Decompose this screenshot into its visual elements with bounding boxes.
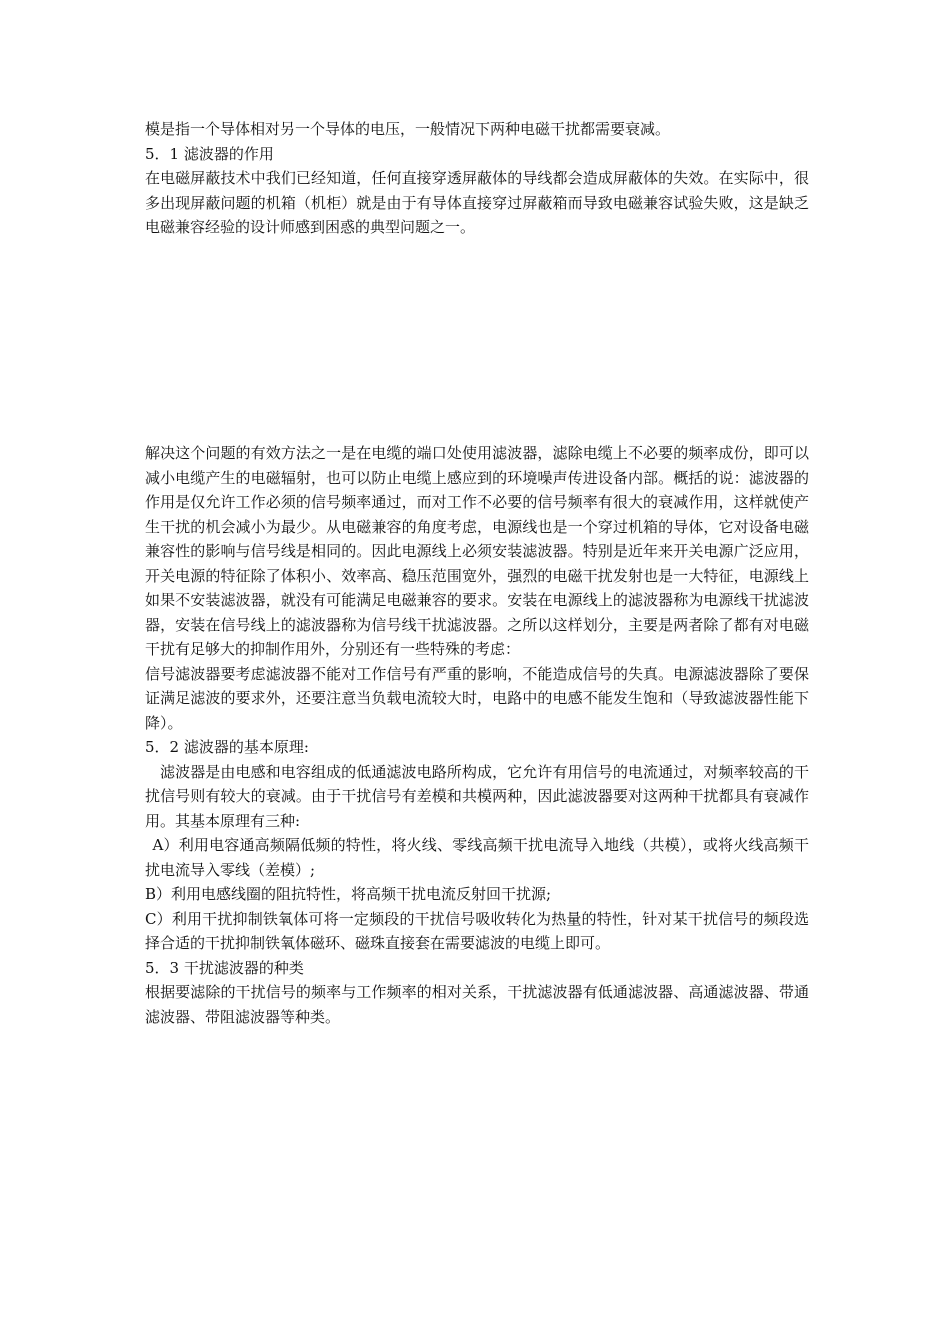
principle-item-c: C）利用干扰抑制铁氧体可将一定频段的干扰信号吸收转化为热量的特性，针对某干扰信号的频段选择合适的干扰抑制铁氧体磁环、磁珠直接套在需要滤波的电缆上即可。 [145,909,809,952]
text-block-top [145,117,809,240]
types-paragraph: 根据要滤除的干扰信号的频率与工作频率的相对关系，干扰滤波器有低通滤波器、高通滤波器、带通滤波器、带阻滤波器等种类。 [145,983,809,1026]
text-block-bottom [145,441,809,1029]
principle-item-b: B）利用电感线圈的阻抗特性，将高频干扰电流反射回干扰源; [145,885,552,903]
section-heading-5-3: 5．3 干扰滤波器的种类 [145,958,304,977]
principle-item-a: A）利用电容通高频隔低频的特性，将火线、零线高频干扰电流导入地线（共模），或将火线高频干扰电流导入零线（差模）; [145,836,809,879]
solution-paragraph: 解决这个问题的有效方法之一是在电缆的端口处使用滤波器，滤除电缆上不必要的频率成份，即可以减小电缆产生的电磁辐射，也可以防止电缆上感应到的环境噪声传进设备内部。概括的说：滤波器的作用是仅允许工作必须的信号频率通过，而对工作不必要的信号频率有很大的衰减作用，这样就使产生干扰的机会减小为最少。从电磁兼容的角度考虑，电源线也是一个穿过机箱的导体，它对设备电磁兼容性的影响与信号线是相同的。因此电源线上必须安装滤波器。特别是近年来开关电源广泛应用，开关电源的特征除了体积小、效率高、稳压范围宽外，强烈的电磁干扰发射也是一大特征，电源线上如果不安装滤波器，就没有可能满足电磁兼容的要求。安装在电源线上的滤波器称为电源线干扰滤波器，安装在信号线上的滤波器称为信号线干扰滤波器。之所以这样划分，主要是两者除了都有对电磁干扰有足够大的抑制作用外，分别还有一些特殊的考虑： [145,444,809,658]
section-heading-5-1: 5．1 滤波器的作用 [145,144,274,163]
intro-tail-paragraph: 模是指一个导体相对另一个导体的电压，一般情况下两种电磁干扰都需要衰减。 [145,120,671,138]
section-heading-5-2: 5．2 滤波器的基本原理: [145,738,309,756]
signal-filter-paragraph: 信号滤波器要考虑滤波器不能对工作信号有严重的影响，不能造成信号的失真。电源滤波器除了要保证满足滤波的要求外，还要注意当负载电流较大时，电路中的电感不能发生饱和（导致滤波器性能下降）。 [145,664,809,732]
shielding-paragraph: 在电磁屏蔽技术中我们已经知道，任何直接穿透屏蔽体的导线都会造成屏蔽体的失效。在实际中，很多出现屏蔽问题的机箱（机柜）就是由于有导体直接穿过屏蔽箱而导致电磁兼容试验失败，这是缺乏电磁兼容经验的设计师感到困惑的典型问题之一。 [145,169,809,236]
principle-paragraph: 滤波器是由电感和电容组成的低通滤波电路所构成，它允许有用信号的电流通过，对频率较高的干扰信号则有较大的衰减。由于干扰信号有差模和共模两种，因此滤波器要对这两种干扰都具有衰减作用。其基本原理有三种: [145,762,809,830]
